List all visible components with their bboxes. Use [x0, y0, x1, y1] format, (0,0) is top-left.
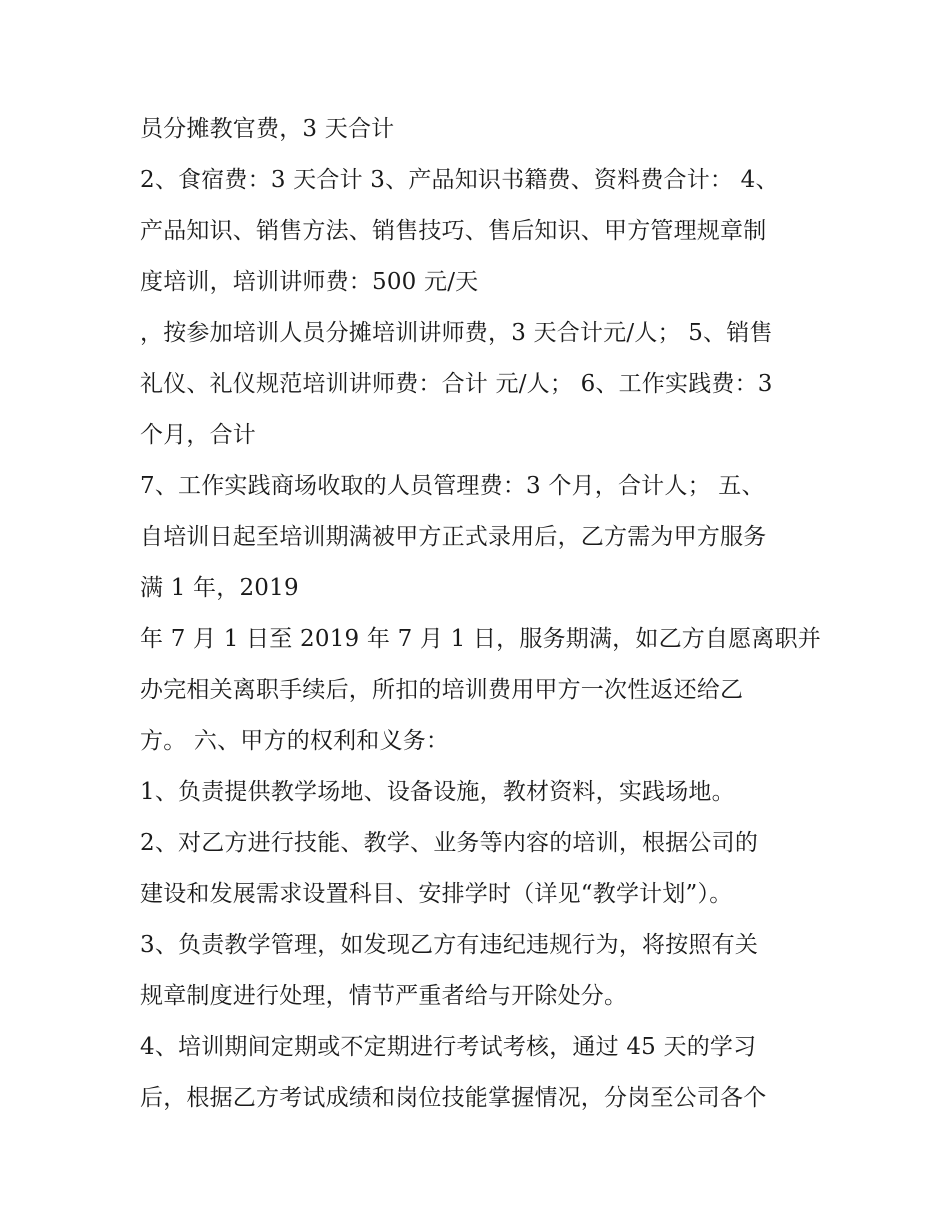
text-line: 4、培训期间定期或不定期进行考试考核，通过 45 天的学习 [140, 1034, 757, 1060]
text-line: 礼仪、礼仪规范培训讲师费：合计 元/人； 6、工作实践费：3 [140, 371, 773, 397]
text-line: 年 7 月 1 日至 2019 年 7 月 1 日，服务期满，如乙方自愿离职并 [140, 626, 821, 652]
text-line: 满 1 年，2019 [140, 575, 299, 601]
text-line: 3、负责教学管理，如发现乙方有违纪违规行为，将按照有关 [140, 932, 759, 958]
text-line: ，按参加培训人员分摊培训讲师费，3 天合计元/人； 5、销售 [140, 320, 773, 346]
text-line: 规章制度进行处理，情节严重者给与开除处分。 [140, 983, 628, 1009]
text-line: 建设和发展需求设置科目、安排学时（详见“教学计划”）。 [140, 881, 733, 907]
text-line: 7、工作实践商场收取的人员管理费：3 个月，合计人； 五、 [140, 473, 765, 499]
text-line: 自培训日起至培训期满被甲方正式录用后，乙方需为甲方服务 [140, 524, 767, 550]
text-line: 个月，合计 [140, 422, 256, 448]
text-line: 后，根据乙方考试成绩和岗位技能掌握情况，分岗至公司各个 [140, 1085, 767, 1111]
text-line: 方。 六、甲方的权利和义务： [140, 728, 450, 754]
text-line: 产品知识、销售方法、销售技巧、售后知识、甲方管理规章制 [140, 218, 767, 244]
body-text [140, 109, 830, 1129]
text-line: 2、对乙方进行技能、教学、业务等内容的培训，根据公司的 [140, 830, 759, 856]
text-line: 1、负责提供教学场地、设备设施，教材资料，实践场地。 [140, 779, 735, 805]
text-line: 度培训，培训讲师费：500 元/天 [140, 269, 479, 295]
text-line: 员分摊教官费，3 天合计 [140, 116, 395, 142]
text-line: 2、食宿费：3 天合计 3、产品知识书籍费、资料费合计： 4、 [140, 167, 779, 193]
text-line: 办完相关离职手续后，所扣的培训费用甲方一次性返还给乙 [140, 677, 744, 703]
